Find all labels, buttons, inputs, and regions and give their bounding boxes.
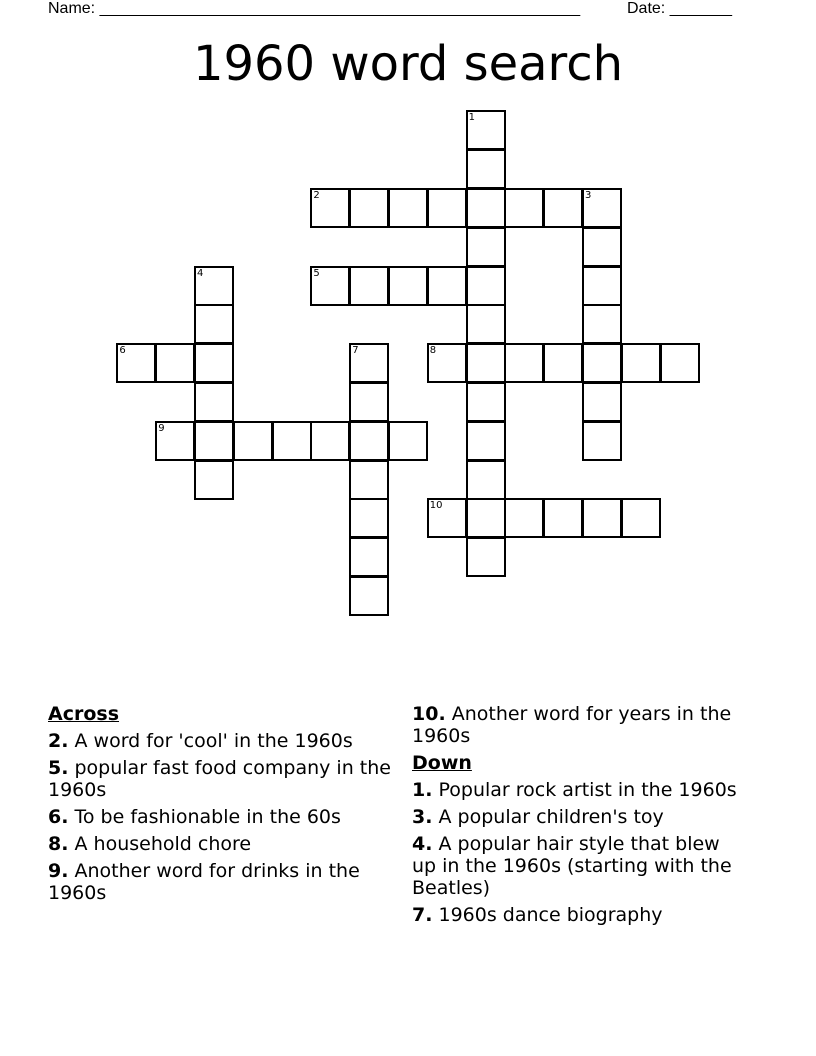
crossword-cell[interactable] xyxy=(194,460,234,500)
clue-text: A word for 'cool' in the 1960s xyxy=(68,730,353,752)
crossword-cell[interactable] xyxy=(504,343,544,383)
crossword-cell[interactable] xyxy=(194,343,234,383)
crossword-cell[interactable] xyxy=(349,188,389,228)
crossword-cell[interactable] xyxy=(660,343,700,383)
crossword-cell[interactable] xyxy=(194,421,234,461)
clues-left-column xyxy=(48,703,393,909)
clue-text: Popular rock artist in the 1960s xyxy=(432,779,737,801)
down-heading: Down xyxy=(412,752,472,774)
crossword-cell[interactable] xyxy=(582,266,622,306)
clue-number-label: 4 xyxy=(197,267,204,279)
clue-number-label: 5 xyxy=(313,267,320,279)
crossword-cell[interactable] xyxy=(349,537,389,577)
crossword-cell[interactable] xyxy=(388,188,428,228)
clues-right-column xyxy=(412,703,742,931)
clue-text: popular fast food company in the 1960s xyxy=(48,757,391,801)
crossword-cell[interactable] xyxy=(621,498,661,538)
clue-number: 5. xyxy=(48,757,69,779)
name-field-label[interactable]: Name: ______________________________________________________ xyxy=(48,0,581,17)
clue-number: 1. xyxy=(412,779,433,801)
across-heading: Across xyxy=(48,703,120,725)
clue-across-9 xyxy=(48,860,393,904)
crossword-cell[interactable] xyxy=(427,266,467,306)
clue-down-4 xyxy=(412,833,742,899)
clue-number-label: 6 xyxy=(119,345,126,357)
crossword-cell[interactable] xyxy=(504,188,544,228)
crossword-cell[interactable] xyxy=(466,149,506,189)
clue-number: 3. xyxy=(412,806,433,828)
clue-across-6 xyxy=(48,806,393,828)
crossword-cell[interactable] xyxy=(466,266,506,306)
clue-across-8 xyxy=(48,833,393,855)
clue-number: 2. xyxy=(48,730,69,752)
clue-number-label: 7 xyxy=(352,345,359,357)
crossword-cell[interactable] xyxy=(349,460,389,500)
crossword-cell[interactable] xyxy=(466,343,506,383)
date-field-label[interactable]: Date: _______ xyxy=(627,0,732,17)
clue-text: A household chore xyxy=(68,833,252,855)
clue-number-label: 1 xyxy=(468,112,475,124)
crossword-cell[interactable] xyxy=(349,266,389,306)
crossword-cell[interactable] xyxy=(621,343,661,383)
crossword-cell[interactable] xyxy=(272,421,312,461)
crossword-cell[interactable] xyxy=(466,304,506,344)
crossword-cell[interactable] xyxy=(349,421,389,461)
crossword-cell[interactable] xyxy=(194,304,234,344)
crossword-cell[interactable] xyxy=(388,266,428,306)
clue-text: A popular children's toy xyxy=(432,806,664,828)
clue-number-label: 9 xyxy=(158,422,165,434)
clue-across-2 xyxy=(48,730,393,752)
crossword-cell[interactable] xyxy=(582,421,622,461)
clue-across-10 xyxy=(412,703,742,747)
crossword-cell[interactable] xyxy=(466,537,506,577)
clue-number: 4. xyxy=(412,833,433,855)
crossword-cell[interactable] xyxy=(155,343,195,383)
crossword-cell[interactable] xyxy=(582,304,622,344)
crossword-cell[interactable] xyxy=(543,498,583,538)
clue-text: A popular hair style that blew up in the 1960s (starting with the Beatles) xyxy=(412,833,732,899)
crossword-cell[interactable] xyxy=(543,343,583,383)
crossword-cell[interactable] xyxy=(582,343,622,383)
crossword-cell[interactable] xyxy=(427,188,467,228)
crossword-cell[interactable] xyxy=(349,576,389,616)
clue-number-label: 8 xyxy=(429,345,437,357)
clue-number: 10. xyxy=(412,703,446,725)
clue-down-3 xyxy=(412,806,742,828)
clue-text: To be fashionable in the 60s xyxy=(68,806,341,828)
crossword-cell[interactable] xyxy=(504,498,544,538)
crossword-cell[interactable] xyxy=(582,382,622,422)
crossword-cell[interactable] xyxy=(194,382,234,422)
clue-down-1 xyxy=(412,779,742,801)
crossword-cell[interactable] xyxy=(466,498,506,538)
crossword-cell[interactable] xyxy=(310,421,350,461)
crossword-cell[interactable] xyxy=(543,188,583,228)
clue-number: 7. xyxy=(412,904,433,926)
crossword-cell[interactable] xyxy=(233,421,273,461)
clue-text: 1960s dance biography xyxy=(432,904,663,926)
clue-number-label: 2 xyxy=(313,190,320,201)
clue-number: 8. xyxy=(48,833,69,855)
clue-down-7 xyxy=(412,904,742,926)
clue-number-label: 10 xyxy=(429,500,443,512)
clue-text: Another word for drinks in the 1960s xyxy=(48,860,360,904)
clue-number: 9. xyxy=(48,860,69,882)
crossword-cell[interactable] xyxy=(349,382,389,422)
clue-across-5 xyxy=(48,757,393,801)
clue-number-label: 3 xyxy=(585,190,592,201)
clue-text: Another word for years in the 1960s xyxy=(412,703,732,747)
crossword-cell[interactable] xyxy=(466,382,506,422)
crossword-cell[interactable] xyxy=(582,498,622,538)
crossword-cell[interactable] xyxy=(349,498,389,538)
crossword-cell[interactable] xyxy=(466,227,506,267)
crossword-cell[interactable] xyxy=(582,227,622,267)
crossword-cell[interactable] xyxy=(466,460,506,500)
page-title: 1960 word search xyxy=(192,36,624,92)
crossword-cell[interactable] xyxy=(388,421,428,461)
crossword-cell[interactable] xyxy=(466,421,506,461)
crossword-cell[interactable] xyxy=(466,188,506,228)
clue-number: 6. xyxy=(48,806,69,828)
